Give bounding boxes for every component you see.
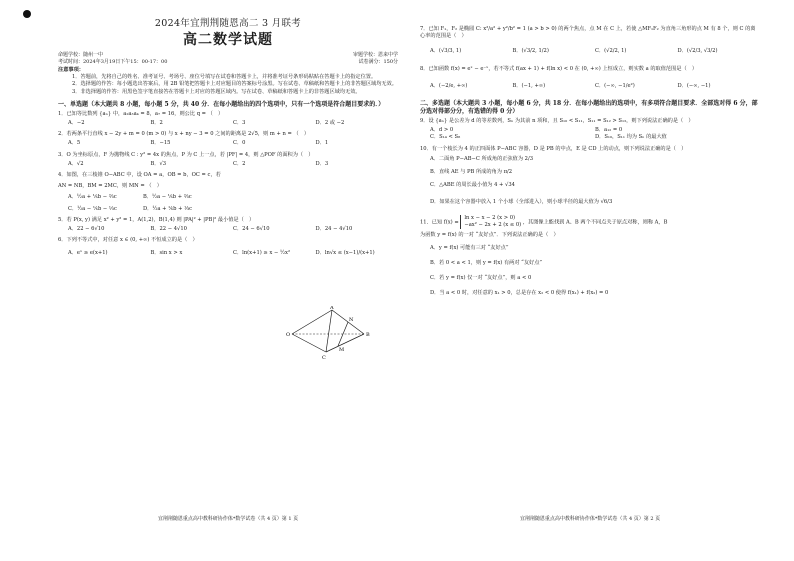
option-b: B．−15 bbox=[150, 140, 171, 147]
label-n: N bbox=[349, 317, 354, 323]
question-11 bbox=[420, 215, 760, 229]
question-4: 4．如图，在三棱锥 O−ABC 中，设 OA = a，OB = b，OC = c，若 bbox=[58, 172, 221, 179]
option-c: C．ln(x+1) ≥ x − ½x² bbox=[233, 250, 291, 257]
question-9-options bbox=[430, 127, 760, 141]
question-10: 10．有一个棱长为 4 的正四面体 P−ABC 容器，D 是 PB 的中点，E 是 CD 上的动点，则下列说法正确的是（ ） bbox=[420, 145, 687, 152]
question-9: 9．设 {aₙ} 是公差为 d 的等差数列，Sₙ 为其前 n 项和，且 S₁₀ < S₁₁，S₁₁ = S₁₂ > S₁₃，则下列说法正确的是（ ） bbox=[420, 118, 694, 125]
proposing-school: 命题学校：随州一中 bbox=[58, 52, 104, 58]
piecewise-brace bbox=[460, 215, 521, 229]
question-8: 8．已知函数 f(x) = eˣ − e⁻ˣ，若不等式 f(ax + 1) + f(ln x) < 0 在 (0, +∞) 上恒成立，则实数 a 的取值范围是（ ） bbox=[420, 65, 698, 72]
label-m: M bbox=[339, 347, 345, 353]
option-b: B．(√3/2, 1/2) bbox=[512, 48, 549, 55]
option-b: B．½a − ⅙b + ⅔c bbox=[143, 194, 192, 201]
question-5: 5．若 P(x, y) 满足 x² + y² = 1，A(1,2)，B(1,4) 则 |PA|² + |PB|² 最小值是（ ） bbox=[58, 216, 255, 223]
label-o: O bbox=[286, 332, 291, 338]
notice-block bbox=[58, 67, 398, 96]
edge-cb bbox=[326, 334, 364, 352]
reviewing-school: 审题学校：恩来中学 bbox=[352, 52, 398, 58]
option-a: A．√2 bbox=[68, 160, 84, 167]
question-10-option-c: C．△ABE 的周长最小值为 4 + √34 bbox=[430, 182, 515, 189]
exam-time: 考试时间：2024年3月19日下午15：00-17：00 bbox=[58, 59, 168, 65]
section-title-multi-choice: 二、多选题（本大题共 3 小题，每小题 6 分，共 18 分．在每小题给出的选项中，有多项符合题目要求．全部选对得 6 分，部分选对得部分分，有选错的得 0 分） bbox=[420, 100, 758, 116]
option-c: C．3 bbox=[233, 120, 246, 127]
option-d: D．3 bbox=[315, 160, 329, 167]
page-footer: 宜荆荆随恩重点高中教科研协作体*数学试卷（共 4 页）第 2 页 bbox=[519, 515, 661, 522]
option-a: A．22 − 6√10 bbox=[68, 226, 105, 233]
option-d: D．ln√x ≤ (x−1)/(x+1) bbox=[315, 250, 375, 257]
question-7: 7．已知 F₁，F₂ 是椭圆 C: x²/a² + y²/b² = 1 (a > b > 0) 的两个焦点，点 M 在 C 上，若使 △MF₁F₂ 为直角三角形的点 M 有 8 个，则 C 的离心率的范围是（ ） bbox=[420, 26, 756, 40]
question-2: 2．若两条平行直线 x − 2y + m = 0 (m > 0) 与 x + ny − 3 = 0 之间的距离是 2√5，则 m + n = （ ） bbox=[58, 131, 310, 138]
option-b: B．2 bbox=[150, 120, 163, 127]
option-c: C．2 bbox=[233, 160, 246, 167]
notice-item: 1．答题前，先将自己的姓名、准考证号、考场号、座位号填写在试卷和答题卡上，并将准考证号条形码粘贴在答题卡上的指定位置。 bbox=[72, 74, 377, 81]
question-3: 3．O 为坐标原点，F 为抛物线 C : y² = 4x 的焦点，P 为 C 上一点，若 |PF| = 4，则 △POF 的面积为（ ） bbox=[58, 151, 314, 158]
page-footer: 宜荆荆随恩重点高中教科研协作体*数学试卷（共 4 页）第 1 页 bbox=[157, 515, 299, 522]
question-2-options bbox=[68, 140, 398, 147]
label-a: A bbox=[330, 306, 334, 311]
section-title-single-choice: 一、单选题（本大题共 8 小题，每小题 5 分，共 40 分．在每小题给出的四个选项中，只有一个选项是符合题目要求的．） bbox=[58, 100, 385, 108]
option-a: A．5 bbox=[68, 140, 81, 147]
option-b: B．√3 bbox=[150, 160, 167, 167]
option-d: D．(√2/3, √3/2) bbox=[677, 48, 718, 55]
option-c: C．24 − 6√10 bbox=[233, 226, 270, 233]
question-11-option-b: B．若 0 < a < 1，则 y = f(x) 有两对 “友好点” bbox=[430, 260, 543, 267]
question-8-options bbox=[430, 83, 760, 90]
option-a: A．−2 bbox=[68, 120, 85, 127]
exam-header: 2024年宜荆荆随恩高二 3 月联考 bbox=[154, 18, 302, 29]
tetrahedron-figure bbox=[286, 306, 376, 364]
question-11-lead: 11．已知 f(x) = bbox=[420, 219, 459, 226]
question-6-options bbox=[68, 250, 398, 257]
meta-row-2 bbox=[58, 59, 398, 66]
option-a: A．d > 0 bbox=[430, 127, 454, 134]
notice-item: 2．选择题的作答：每小题选出答案后，用 2B 铅笔把答题卡上对应题目的答案标号涂黑。写在试卷、草稿纸和答题卡上的非答题区域均无效。 bbox=[72, 81, 397, 88]
question-3-options bbox=[68, 161, 398, 168]
meta-row-1 bbox=[58, 52, 398, 59]
question-1: 1．已知等比数列 {aₙ} 中，a₂a₃a₄ = 8，a₇ = 16，则公比 q = （ ） bbox=[58, 110, 224, 117]
edge-oc bbox=[292, 334, 326, 352]
edge-oa bbox=[292, 310, 332, 334]
full-score: 试卷满分：150分 bbox=[358, 59, 398, 65]
exam-title: 高二数学试题 bbox=[183, 32, 273, 48]
option-b: B．a₁₂ = 0 bbox=[595, 127, 623, 134]
question-11-cont: 为函数 y = f(x) 的一对 “友好点”．下列说法正确的是（ ） bbox=[420, 231, 559, 238]
option-c: C．½a − ⅙b − ⅓c bbox=[68, 205, 117, 212]
option-b: B．sin x > x bbox=[150, 250, 183, 257]
question-1-options bbox=[68, 120, 398, 127]
option-c: C．0 bbox=[233, 140, 246, 147]
edge-ac bbox=[326, 310, 332, 352]
option-a: A．eˣ ≥ e(x+1) bbox=[68, 250, 108, 257]
question-11-option-d: D．当 a < 0 时，对任意的 x₁ > 0，总是存在 x₂ < 0 使得 f(x₁) + f(x₂) = 0 bbox=[430, 290, 609, 297]
label-c: C bbox=[322, 355, 326, 361]
question-6: 6．下列不等式中，对任意 x ∈ (0, +∞) 不恒成立的是（ ） bbox=[58, 237, 198, 244]
question-11-tail: ，其图像上能找到 A、B 两个不同点关于原点对称，则称 A，B bbox=[522, 219, 668, 226]
question-11-option-c: C．若 y = f(x) 仅一对 “友好点”，则 a < 0 bbox=[430, 275, 532, 282]
question-4-cont: AN = NB，BM = 2MC，则 MN = （ ） bbox=[58, 183, 162, 190]
question-10-option-b: B．直线 AE 与 PB 所成的角为 π/2 bbox=[430, 169, 513, 176]
notice-title: 注意事项： bbox=[58, 67, 84, 73]
option-d: D．1 bbox=[315, 140, 329, 147]
question-11-option-a: A．y = f(x) 可能有三对 “友好点” bbox=[430, 244, 509, 251]
piecewise-case-1: ln x − x − 2 (x > 0) bbox=[464, 214, 516, 221]
question-4-block bbox=[58, 172, 278, 213]
question-4-options bbox=[68, 194, 218, 212]
option-b: B．22 − 4√10 bbox=[150, 226, 187, 233]
left-page bbox=[58, 18, 398, 523]
question-7-options bbox=[430, 48, 760, 55]
option-d: D．½a + ⅙b + ⅓c bbox=[143, 205, 193, 212]
piecewise-case-2: −ax² − 2x + 2 (x ≤ 0) bbox=[464, 221, 522, 228]
question-5-options bbox=[68, 226, 398, 233]
option-c: C．S₁₄ < S₈ bbox=[430, 134, 461, 141]
question-10-option-a: A．二面角 P−AB−C 所成角的正弦值为 2/3 bbox=[430, 155, 534, 162]
option-b: B．(−1, +∞) bbox=[512, 82, 546, 89]
punch-hole-dot bbox=[23, 10, 31, 18]
option-c: C．(−∞, −1/e²) bbox=[595, 82, 635, 89]
option-d: D．24 − 4√10 bbox=[315, 226, 353, 233]
option-d: D．S₁₀，S₁₁ 均为 Sₙ 的最大值 bbox=[595, 134, 667, 141]
option-c: C．(√2/2, 1) bbox=[595, 48, 627, 55]
right-page bbox=[420, 18, 760, 523]
question-10-option-d: D．如果在这个容器中放入 1 个小球（全部进入），则小球半径的最大值为 √6/3 bbox=[430, 199, 613, 206]
notice-item: 3．非选择题的作答：用黑色签字笔直接答在答题卡上对应的答题区域内。写在试卷、草稿纸和答题卡上的非答题区域均无效。 bbox=[72, 88, 361, 95]
option-d: D．(−∞, −1) bbox=[677, 82, 711, 89]
option-a: A．(√3/3, 1) bbox=[430, 48, 462, 55]
option-a: A．½a + ⅙b − ⅔c bbox=[68, 194, 117, 201]
option-d: D．2 或 −2 bbox=[315, 120, 345, 127]
label-b: B bbox=[366, 332, 370, 338]
option-a: A．(−2/e, +∞) bbox=[430, 82, 468, 89]
